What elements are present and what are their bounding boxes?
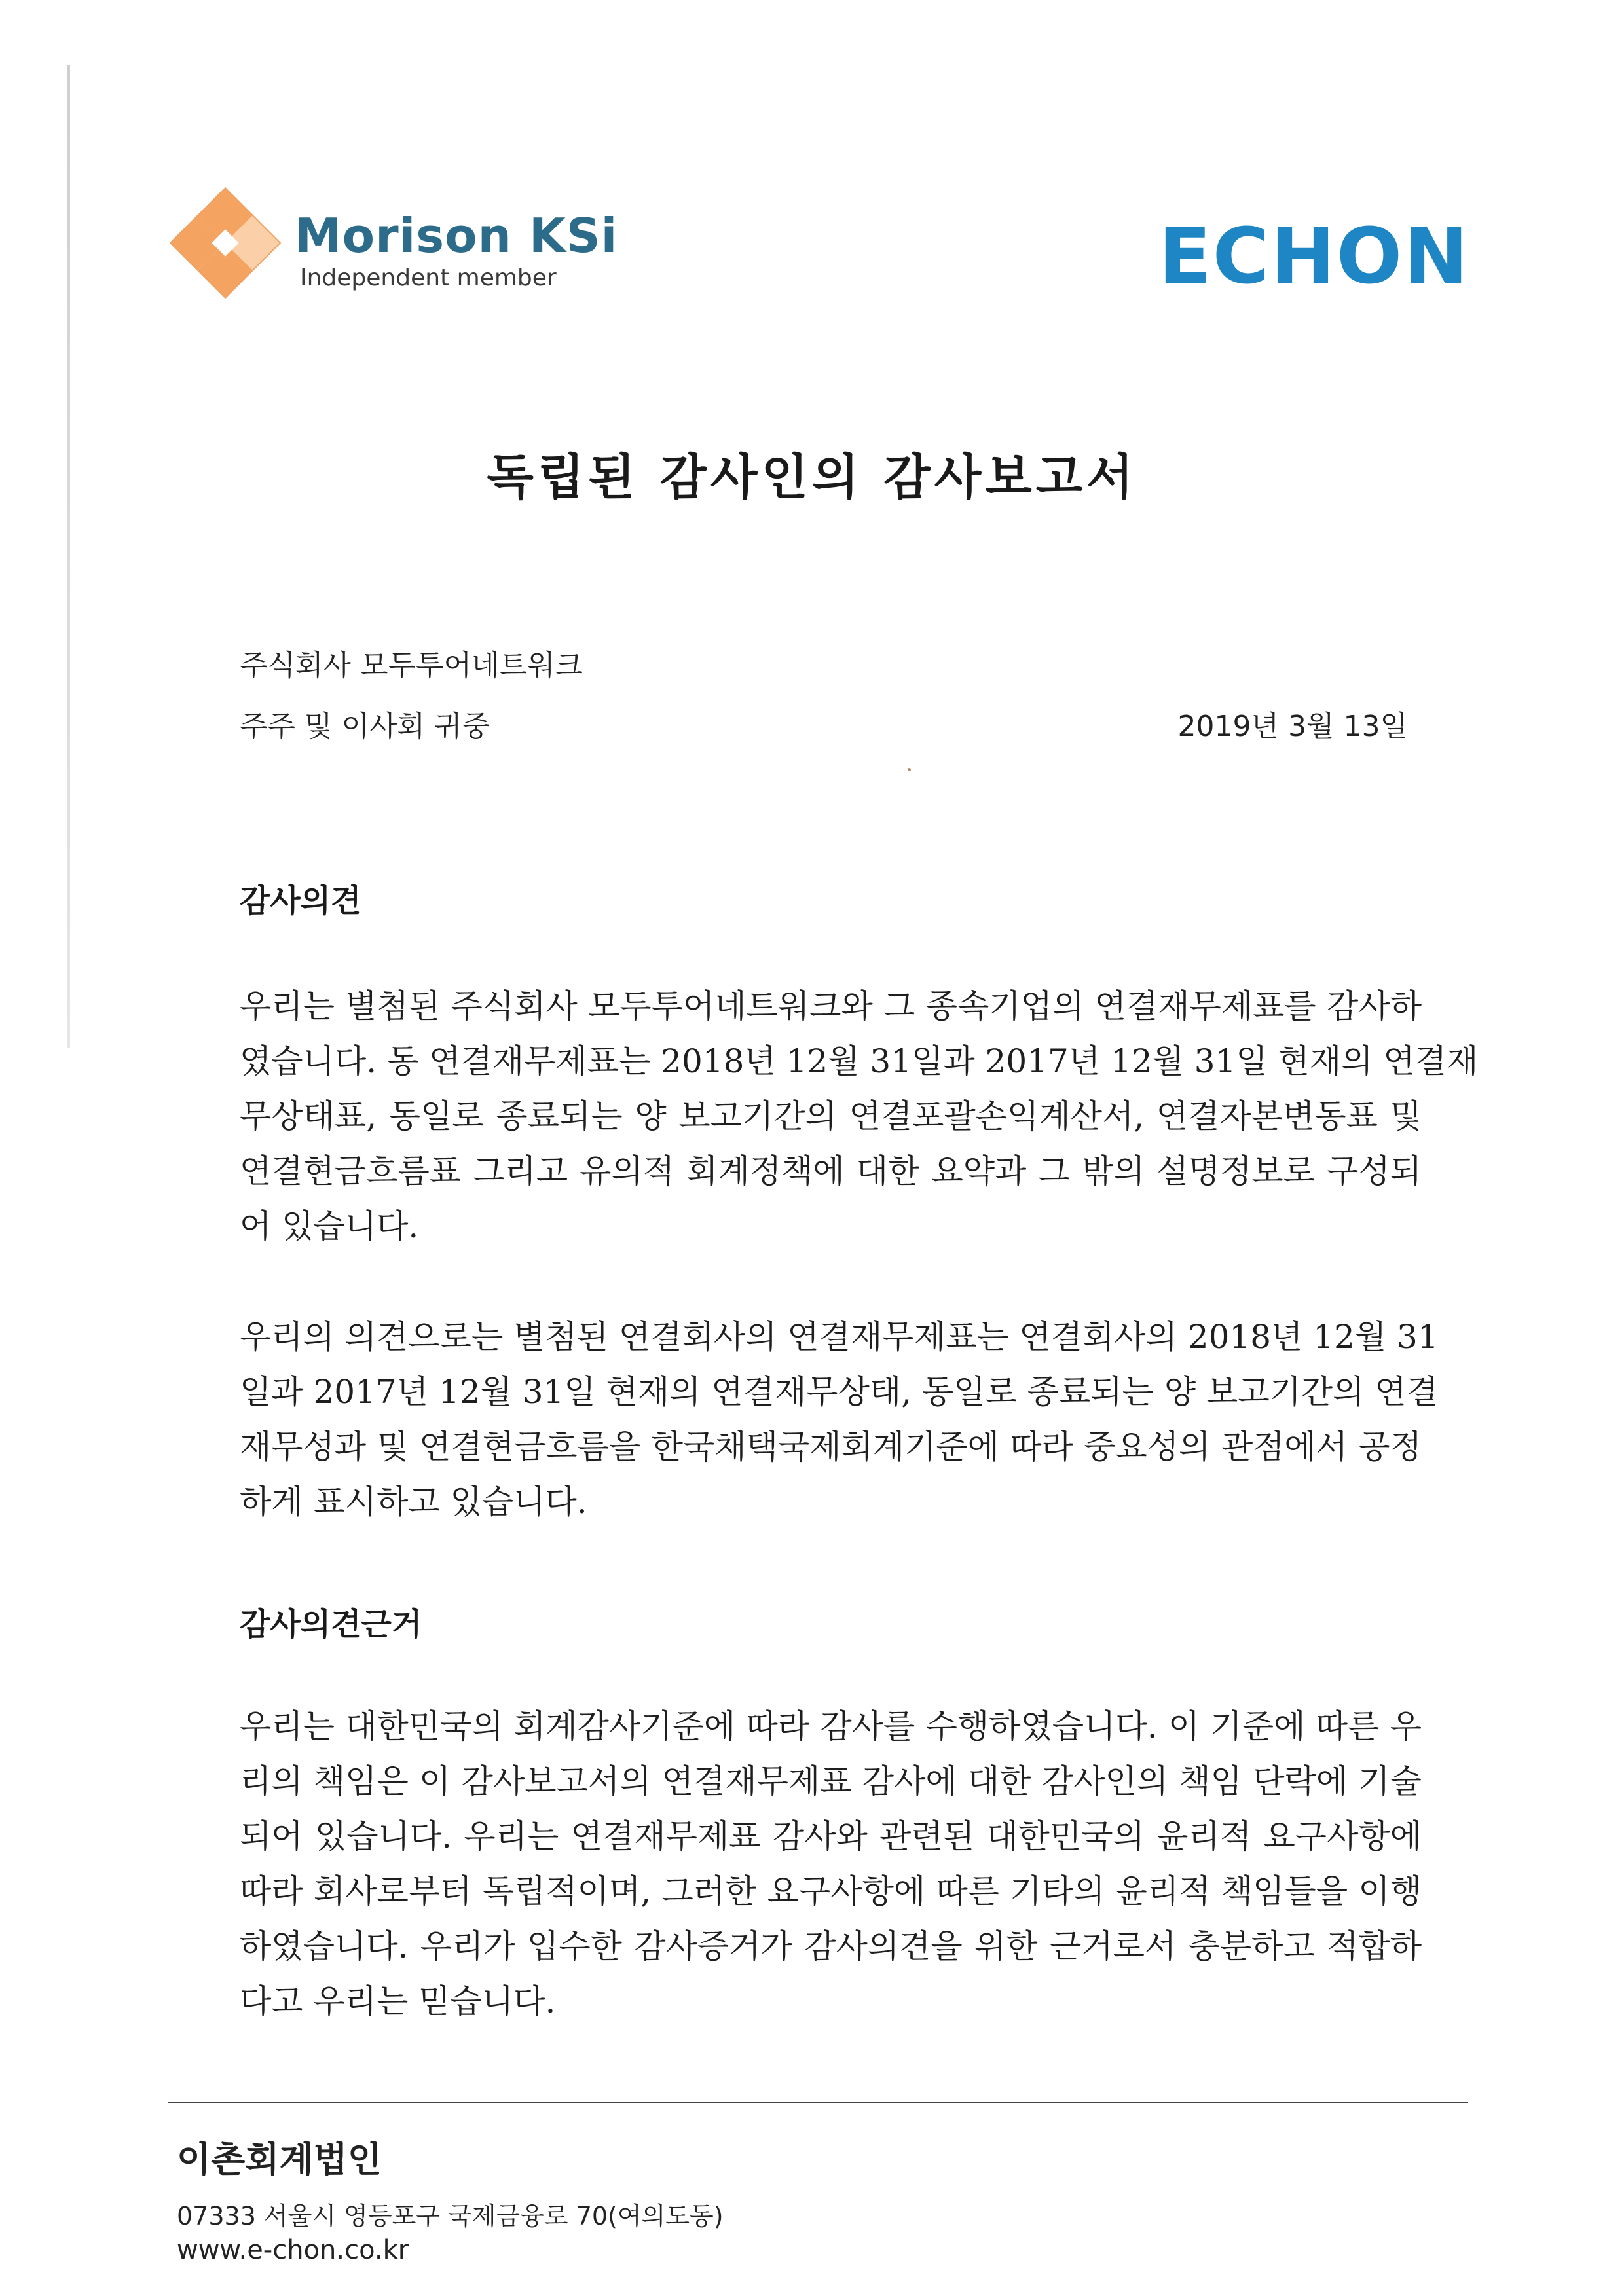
recipient-line: 주주 및 이사회 귀중 <box>240 710 490 743</box>
paragraph-line: 우리는 별첨된 주식회사 모두투어네트워크와 그 종속기업의 연결재무제표를 감사하 <box>240 987 1422 1025</box>
footer-firm-name: 이촌회계법인 <box>177 2139 382 2180</box>
paragraph-line: 재무성과 및 연결현금흐름을 한국채택국제회계기준에 따라 중요성의 관점에서 공정 <box>240 1428 1422 1466</box>
paragraph-line: 다고 우리는 믿습니다. <box>240 1982 556 2020</box>
paragraph-line: 우리는 대한민국의 회계감사기준에 따라 감사를 수행하였습니다. 이 기준에 따른 우 <box>240 1707 1422 1745</box>
paragraph-line: 일과 2017년 12월 31일 현재의 연결재무상태, 동일로 종료되는 양 보고기간의 연결 <box>240 1373 1439 1411</box>
logo-name: Morison KSi <box>295 208 618 263</box>
paragraph-line: 따라 회사로부터 독립적이며, 그러한 요구사항에 따른 기타의 윤리적 책임들을 이행 <box>240 1872 1422 1910</box>
paragraph-line: 연결현금흐름표 그리고 유의적 회계정책에 대한 요약과 그 밖의 설명정보로 구성되 <box>240 1152 1422 1190</box>
paragraph-line: 우리의 의견으로는 별첨된 연결회사의 연결재무제표는 연결회사의 2018년 12월 31 <box>240 1318 1439 1356</box>
morison-ksi-logo-icon <box>169 187 282 299</box>
section-heading-opinion: 감사의견 <box>240 883 361 919</box>
paragraph-line: 어 있습니다. <box>240 1207 419 1245</box>
footer-divider <box>168 2102 1468 2103</box>
logo-subtitle: Independent member <box>300 264 557 291</box>
section-heading-basis: 감사의견근거 <box>240 1606 422 1643</box>
basis-paragraph <box>240 1699 1422 2029</box>
letterhead <box>0 0 1624 327</box>
brand-logo: ECHON <box>1158 211 1469 301</box>
opinion-paragraph-1 <box>240 979 1479 1254</box>
paragraph-line: 였습니다. 동 연결재무제표는 2018년 12월 31일과 2017년 12월 31일 현재의 연결재 <box>240 1042 1479 1080</box>
report-date: 2019년 3월 13일 <box>1177 710 1408 743</box>
paragraph-line: 되어 있습니다. 우리는 연결재무제표 감사와 관련된 대한민국의 윤리적 요구사항에 <box>240 1817 1422 1855</box>
scan-speck <box>908 768 911 771</box>
paragraph-line: 리의 책임은 이 감사보고서의 연결재무제표 감사에 대한 감사인의 책임 단락에 기술 <box>240 1762 1422 1800</box>
paragraph-line: 하게 표시하고 있습니다. <box>240 1483 587 1521</box>
recipient-company: 주식회사 모두투어네트워크 <box>240 649 583 682</box>
footer-address: 07333 서울시 영등포구 국제금융로 70(여의도동) <box>177 2202 724 2231</box>
paragraph-line: 무상태표, 동일로 종료되는 양 보고기간의 연결포괄손익계산서, 연결자본변동표 및 <box>240 1097 1422 1135</box>
opinion-paragraph-2 <box>240 1309 1439 1529</box>
paragraph-line: 하였습니다. 우리가 입수한 감사증거가 감사의견을 위한 근거로서 충분하고 적합하 <box>240 1927 1422 1965</box>
footer-website: www.e-chon.co.kr <box>177 2235 409 2265</box>
report-title: 독립된 감사인의 감사보고서 <box>487 449 1137 505</box>
